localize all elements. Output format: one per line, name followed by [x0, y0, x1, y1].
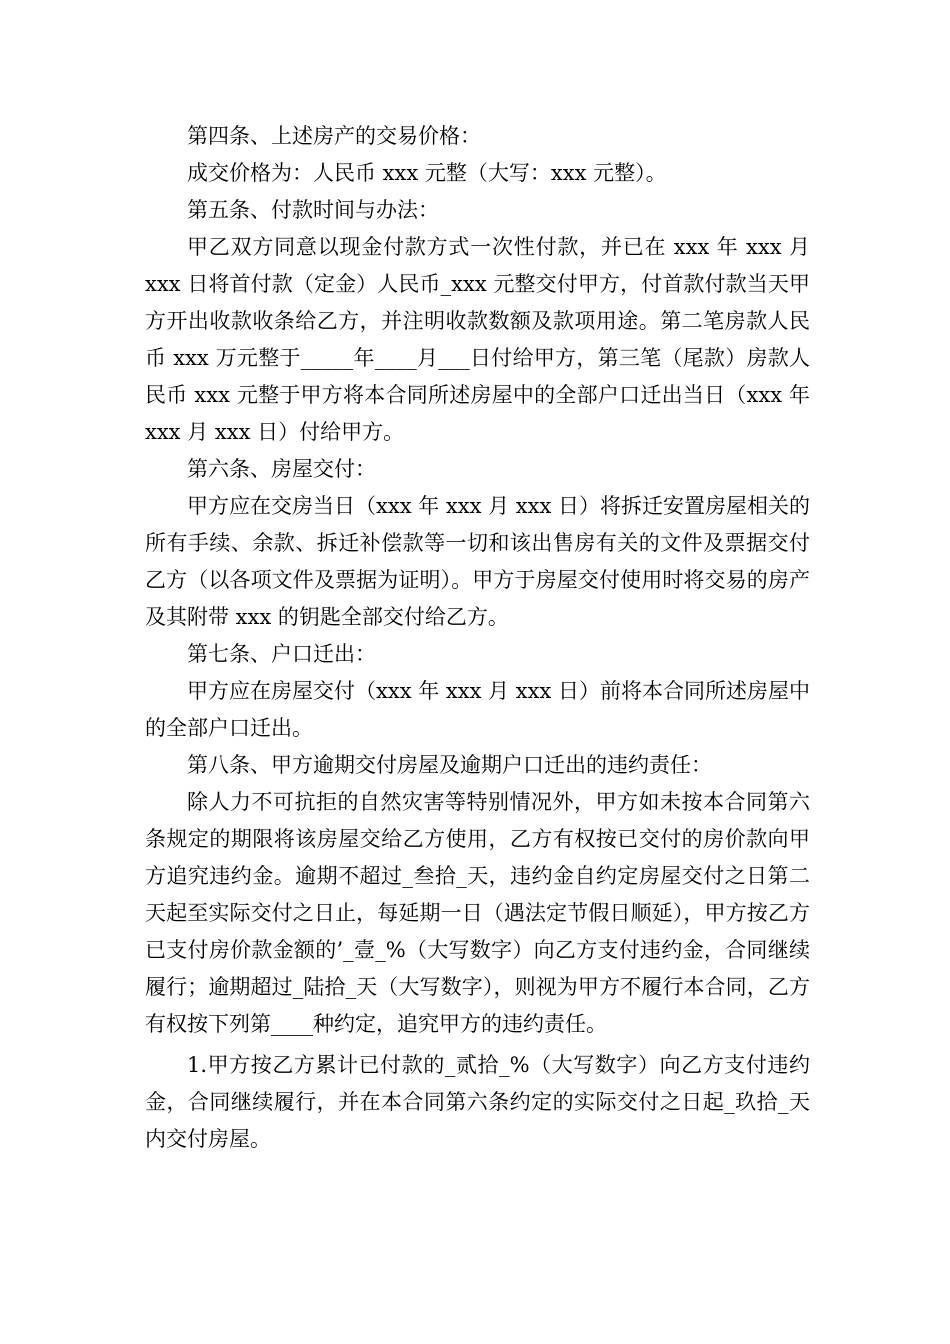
transaction-price-text: 成交价格为：人民币 xxx 元整（大写：xxx 元整）。	[187, 161, 667, 185]
payment-terms-text: 甲乙双方同意以现金付款方式一次性付款，并已在 xxx 年 xxx 月 xxx 日将首付款（定金）人民币_xxx 元整交付甲方，付首款付款当天甲方开出收款收条给乙方，并注明收款数额及款项用途。第二笔房款人民币 xxx 万元整于_____年____月___日付给甲方，第三笔（尾款）房款人民币 xxx 元整于甲方将本合同所述房屋中的全部户口迁出当日（xxx 年 xxx 月 xxx 日）付给甲方。	[145, 235, 810, 444]
breach-liability-text: 除人力不可抗拒的自然灾害等特别情况外，甲方如未按本合同第六条规定的期限将该房屋交给乙方使用，乙方有权按已交付的房价款向甲方追究违约金。逾期不超过_叁拾_天，违约金自约定房屋交付之日第二天起至实际交付之日止，每延期一日（遇法定节假日顺延），甲方按乙方已支付房价款金额的’_壹_%（大写数字）向乙方支付违约金，合同继续履行；逾期超过_陆拾_天（大写数字），则视为甲方不履行本合同，乙方有权按下列第____种约定，追究甲方的违约责任。	[145, 790, 810, 1036]
breach-option-1-text: 1.甲方按乙方累计已付款的_贰拾_%（大写数字）向乙方支付违约金，合同继续履行，并在本合同第六条约定的实际交付之日起_玖拾_天内交付房屋。	[145, 1053, 810, 1151]
article-4-heading: 第四条、上述房产的交易价格：	[187, 124, 481, 148]
article-6-heading: 第六条、房屋交付：	[187, 457, 376, 481]
household-registration-text: 甲方应在房屋交付（xxx 年 xxx 月 xxx 日）前将本合同所述房屋中的全部户口迁出。	[145, 679, 810, 740]
article-8-heading: 第八条、甲方逾期交付房屋及逾期户口迁出的违约责任：	[187, 753, 712, 777]
house-delivery-text: 甲方应在交房当日（xxx 年 xxx 月 xxx 日）将拆迁安置房屋相关的所有手续、余款、拆迁补偿款等一切和该出售房有关的文件及票据交付乙方（以各项文件及票据为证明）。甲方于房屋交付使用时将交易的房产及其附带 xxx 的钥匙全部交付给乙方。	[145, 494, 810, 629]
article-5-heading: 第五条、付款时间与办法：	[187, 198, 439, 222]
contract-body	[145, 118, 810, 1158]
article-7-heading: 第七条、户口迁出：	[187, 642, 376, 666]
